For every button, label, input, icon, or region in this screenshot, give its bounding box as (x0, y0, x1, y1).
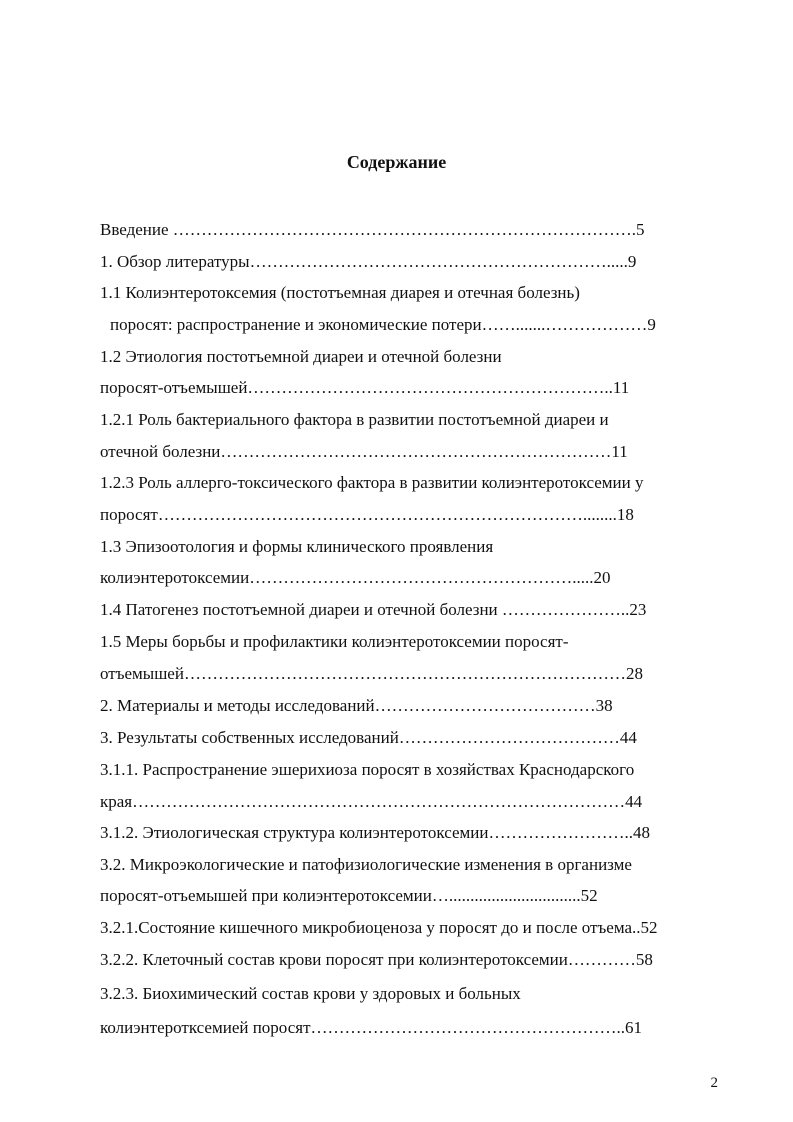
toc-entry: края……………………………………………………………………………44 (100, 792, 643, 811)
page-number: 2 (710, 1075, 718, 1091)
toc-entry: отъемышей……………………………………………………………………28 (100, 664, 643, 683)
toc-entry: колиэнтеротксемией поросят………………………………………………..61 (100, 1018, 643, 1037)
page-title: Содержание (346, 152, 447, 172)
toc-entry: поросят-отъемышей при колиэнтеротоксемии…...............................52 (100, 886, 598, 905)
toc-entry: 3.1.2. Этиологическая структура колиэнтеротоксемии……………………..48 (100, 823, 650, 842)
toc-entry: 3.1.1. Распространение эшерихиоза поросят в хозяйствах Краснодарского (100, 760, 635, 779)
toc-entry: 3.2.2. Клеточный состав крови поросят при колиэнтеротоксемии…………58 (100, 950, 653, 969)
toc-entry: 3.2.1.Состояние кишечного микробиоценоза у поросят до и после отъема..52 (100, 918, 658, 937)
toc-entry: 3.2. Микроэкологические и патофизиологические изменения в организме (100, 855, 632, 874)
toc-entry: 1.2 Этиология постотъемной диареи и отечной болезни (100, 347, 502, 366)
toc-entry: 1.4 Патогенез постотъемной диареи и отечной болезни …………………..23 (100, 600, 647, 619)
toc-entry: 1.2.3 Роль аллерго-токсического фактора в развитии колиэнтеротоксемии у (100, 473, 644, 492)
toc-entry: Введение ……………………………………………………………………….5 (100, 220, 645, 239)
toc-entry: поросят-отъемышей………………………………………………………..11 (100, 378, 630, 397)
toc-entry: колиэнтеротоксемии………………………………………………….....20 (100, 568, 611, 587)
toc-entry: отечной болезни……………………………………………………………11 (100, 442, 628, 461)
toc-entry: поросят: распространение и экономические потери…….......………………9 (110, 315, 656, 334)
toc-entry: 1. Обзор литературы……………………………………………………….....9 (100, 252, 637, 271)
toc-entry: 1.3 Эпизоотология и формы клинического проявления (100, 537, 494, 556)
toc-entry: 2. Материалы и методы исследований…………………………………38 (100, 696, 613, 715)
toc-entry: 1.1 Колиэнтеротоксемия (постотъемная диарея и отечная болезнь) (100, 283, 580, 302)
toc-entry: 3.2.3. Биохимический состав крови у здоровых и больных (100, 984, 521, 1003)
toc-entry: 1.5 Меры борьбы и профилактики колиэнтеротоксемии поросят- (100, 632, 569, 651)
toc-entry: 1.2.1 Роль бактериального фактора в развитии постотъемной диареи и (100, 410, 609, 429)
toc-entry: поросят…………………………………………………………………........18 (100, 505, 634, 524)
toc-entry: 3. Результаты собственных исследований…………………………………44 (100, 728, 637, 747)
